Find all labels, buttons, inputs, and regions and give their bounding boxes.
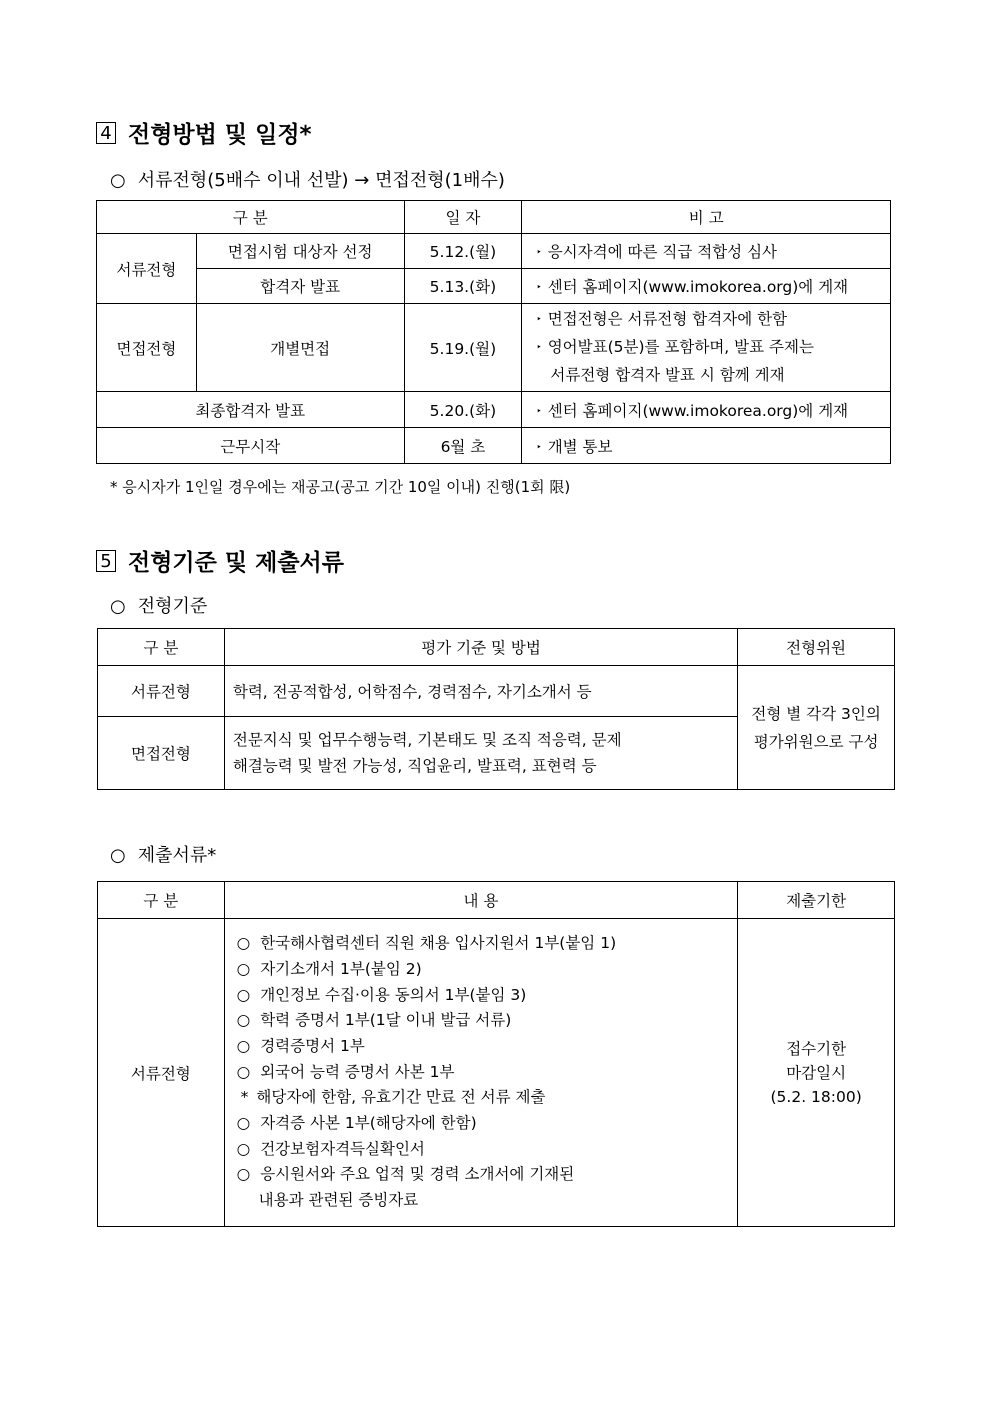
list-item: ○ 한국해사협력센터 직원 채용 입사지원서 1부(붙임 1) — [236, 934, 617, 953]
triangle-bullet-icon: ‣ — [536, 315, 542, 325]
list-item-note: * 해당자에 한함, 유효기간 만료 전 서류 제출 — [237, 1085, 730, 1111]
criteria-header-committee: 전형위원 — [738, 629, 895, 666]
section4-number: 4 — [96, 122, 116, 144]
circle-bullet-icon: ○ — [110, 170, 126, 191]
docs-label: 서류전형 — [98, 919, 225, 1227]
final-note: ‣ 센터 홈페이지(www.imokorea.org)에 게재 — [522, 392, 891, 428]
circle-bullet-icon: ○ — [236, 1011, 251, 1030]
interview-group: 면접전형 — [97, 304, 197, 392]
triangle-bullet-icon: ‣ — [536, 343, 542, 353]
header-date: 일 자 — [404, 201, 522, 234]
criteria-header-row — [98, 629, 895, 666]
triangle-bullet-icon: ‣ — [536, 283, 542, 293]
start-note: ‣ 개별 통보 — [522, 428, 891, 464]
doc2-note: ‣ 센터 홈페이지(www.imokorea.org)에 게재 — [522, 269, 891, 304]
criteria-int-text: 전문지식 및 업무수행능력, 기본태도 및 조직 적응력, 문제 해결능력 및 발전 가능성, 직업윤리, 발표력, 표현력 등 — [224, 717, 737, 790]
triangle-bullet-icon: ‣ — [536, 442, 542, 453]
table-row — [98, 666, 895, 717]
triangle-bullet-icon: ‣ — [536, 406, 542, 417]
criteria-int-label: 면접전형 — [98, 717, 225, 790]
schedule-table — [96, 200, 891, 464]
section4-subtitle: ○ 서류전형(5배수 이내 선발) → 면접전형(1배수) — [110, 170, 505, 191]
table-row — [98, 919, 895, 1227]
start-date: 6월 초 — [404, 428, 522, 464]
list-item: ○ 자격증 사본 1부(해당자에 한함) — [236, 1114, 477, 1133]
circle-bullet-icon: ○ — [236, 1165, 251, 1184]
table-row — [97, 428, 891, 464]
list-item: ○ 개인정보 수집·이용 동의서 1부(붙임 3) — [236, 985, 527, 1004]
circle-bullet-icon: ○ — [110, 845, 126, 866]
interview-note: ‣ 면접전형은 서류전형 합격자에 한함 ‣ 영어발표(5분)를 포함하며, 발표 주제는 서류전형 합격자 발표 시 함께 게재 — [522, 304, 891, 392]
docs-header-category: 구 분 — [98, 882, 225, 919]
table-row — [97, 304, 891, 392]
list-item: ○ 외국어 능력 증명서 사본 1부 — [236, 1062, 455, 1081]
table-row — [97, 269, 891, 304]
documents-table — [97, 881, 895, 1227]
interview-label: 개별면접 — [196, 304, 404, 392]
list-item: ○ 응시원서와 주요 업적 및 경력 소개서에 기재된 — [236, 1165, 575, 1184]
table-row — [97, 392, 891, 428]
doc2-label: 합격자 발표 — [196, 269, 404, 304]
criteria-header-category: 구 분 — [98, 629, 225, 666]
triangle-bullet-icon: ‣ — [536, 248, 542, 258]
section4-heading — [96, 116, 312, 149]
criteria-doc-text: 학력, 전공적합성, 어학점수, 경력점수, 자기소개서 등 — [224, 666, 737, 717]
header-category: 구 분 — [97, 201, 405, 234]
circle-bullet-icon: ○ — [236, 985, 251, 1004]
table-row — [97, 234, 891, 269]
criteria-header-method: 평가 기준 및 방법 — [224, 629, 737, 666]
docs-list — [224, 919, 738, 1227]
header-note: 비 고 — [522, 201, 891, 234]
final-date: 5.20.(화) — [404, 392, 522, 428]
docs-header-content: 내 용 — [224, 882, 738, 919]
doc1-date: 5.12.(월) — [404, 234, 522, 269]
circle-bullet-icon: ○ — [110, 596, 126, 617]
asterisk-icon: * — [240, 1088, 249, 1107]
documents-header-row — [98, 882, 895, 919]
criteria-table — [97, 628, 895, 790]
section5-heading — [96, 544, 344, 577]
circle-bullet-icon: ○ — [236, 1139, 251, 1158]
doc1-label: 면접시험 대상자 선정 — [196, 234, 404, 269]
circle-bullet-icon: ○ — [236, 1062, 251, 1081]
list-item: ○ 건강보험자격득실확인서 — [236, 1139, 425, 1158]
interview-date: 5.19.(월) — [404, 304, 522, 392]
section4-title: 전형방법 및 일정* — [128, 122, 312, 148]
circle-bullet-icon: ○ — [236, 1036, 251, 1055]
doc2-date: 5.13.(화) — [404, 269, 522, 304]
section4-footnote: * 응시자가 1인일 경우에는 재공고(공고 기간 10일 이내) 진행(1회 限) — [110, 478, 571, 496]
list-item-continuation: 내용과 관련된 증빙자료 — [258, 1191, 419, 1210]
documents-subtitle: ○ 제출서류* — [110, 845, 217, 866]
doc-screening-group: 서류전형 — [97, 234, 197, 304]
list-item: ○ 자기소개서 1부(붙임 2) — [236, 959, 422, 978]
circle-bullet-icon: ○ — [236, 959, 251, 978]
docs-deadline: 접수기한 마감일시 (5.2. 18:00) — [738, 919, 895, 1227]
list-item: ○ 경력증명서 1부 — [236, 1036, 365, 1055]
section5-number: 5 — [96, 550, 116, 572]
criteria-subtitle: ○ 전형기준 — [110, 596, 208, 617]
criteria-doc-label: 서류전형 — [98, 666, 225, 717]
docs-header-deadline: 제출기한 — [738, 882, 895, 919]
list-item: ○ 학력 증명서 1부(1달 이내 발급 서류) — [236, 1011, 512, 1030]
criteria-committee: 전형 별 각각 3인의 평가위원으로 구성 — [738, 666, 895, 790]
section5-title: 전형기준 및 제출서류 — [128, 550, 344, 576]
circle-bullet-icon: ○ — [236, 1114, 251, 1133]
circle-bullet-icon: ○ — [236, 934, 251, 953]
doc1-note: ‣ 응시자격에 따른 직급 적합성 심사 — [522, 234, 891, 269]
schedule-header-row — [97, 201, 891, 234]
start-label: 근무시작 — [97, 428, 405, 464]
final-label: 최종합격자 발표 — [97, 392, 405, 428]
